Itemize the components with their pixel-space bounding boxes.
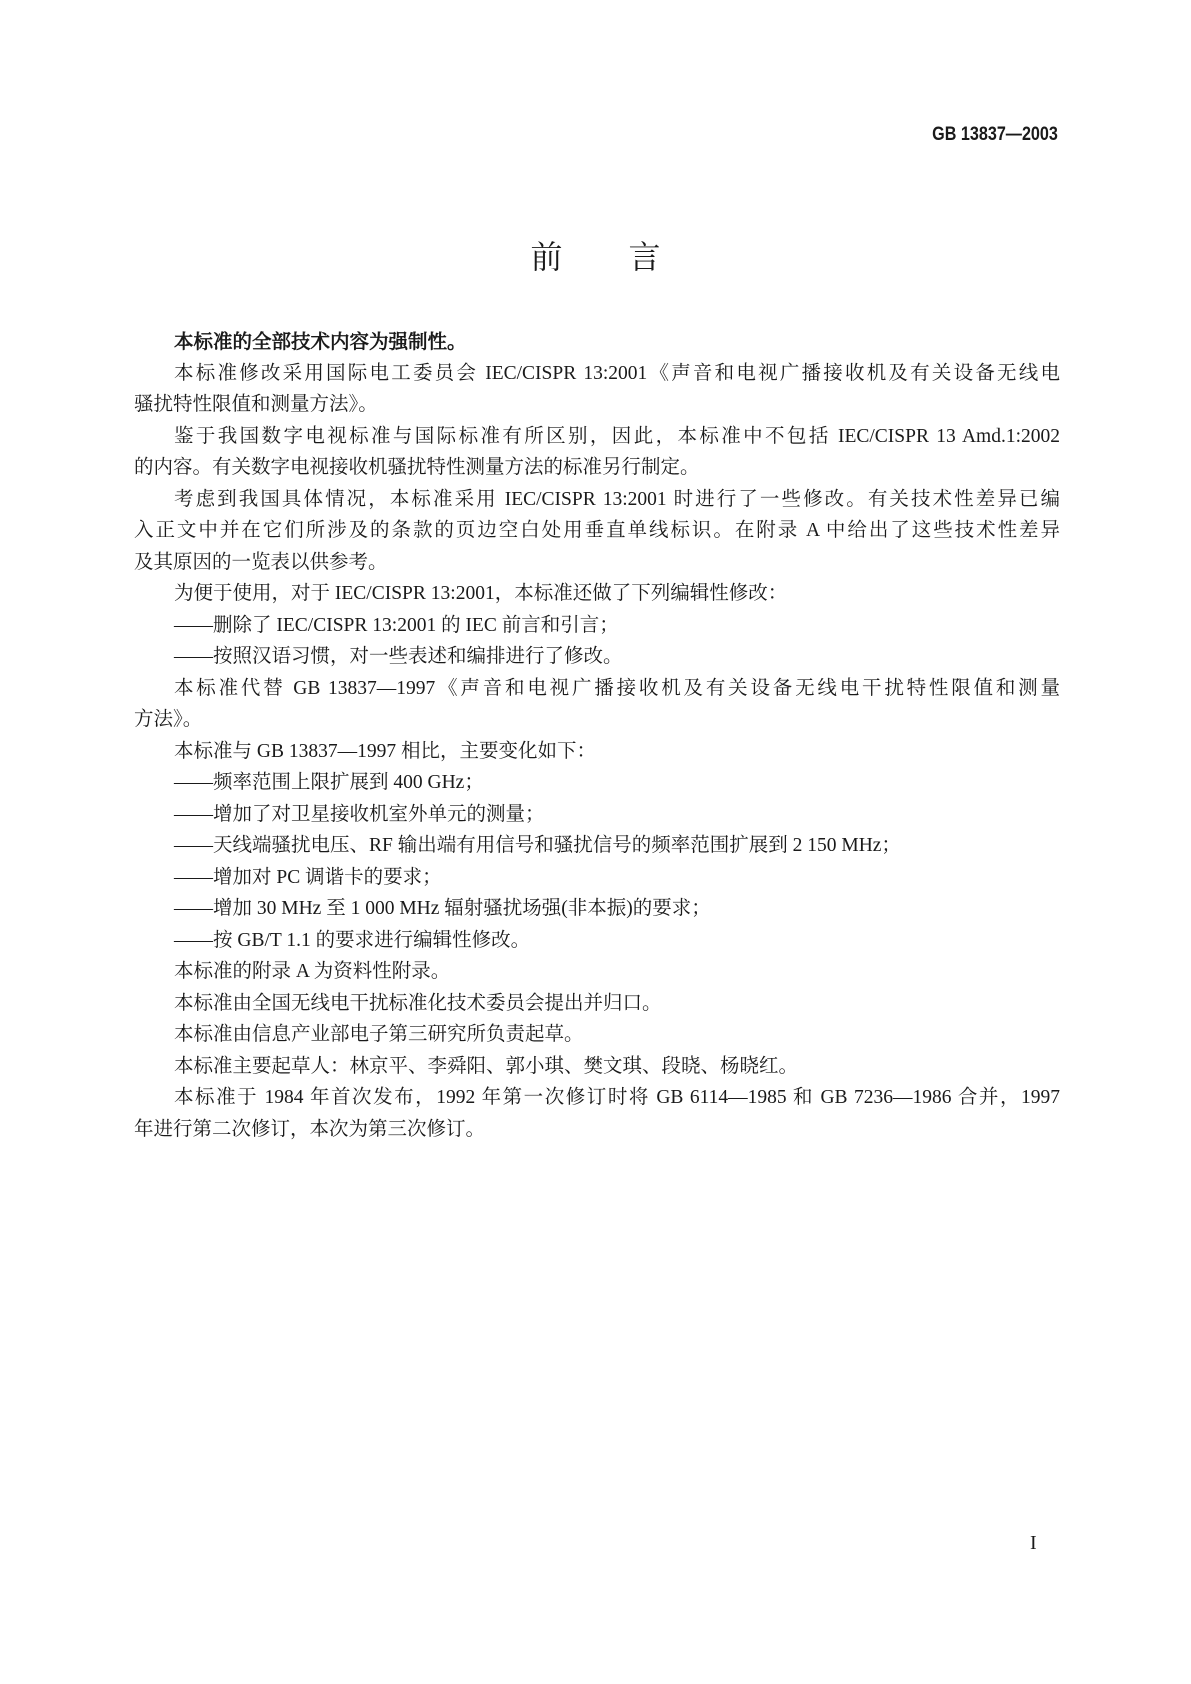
text-line: ——增加 30 MHz 至 1 000 MHz 辐射骚扰场强(非本振)的要求；: [174, 898, 711, 919]
text-line: 本标准修改采用国际电工委员会 IEC/CISPR 13:2001《声音和电视广播接收机及有关设备无线电: [174, 362, 1060, 384]
text-line: ——按 GB/T 1.1 的要求进行编辑性修改。: [174, 929, 531, 951]
paragraph: [134, 893, 1060, 925]
text-line: 本标准由信息产业部电子第三研究所负责起草。: [174, 1024, 584, 1045]
paragraph: [134, 641, 1060, 673]
paragraph: [134, 799, 1060, 831]
paragraph: [134, 830, 1060, 862]
paragraph: [134, 358, 1060, 421]
text-line: 本标准与 GB 13837—1997 相比，主要变化如下：: [174, 740, 596, 762]
paragraph: [134, 925, 1060, 957]
text-line: 考虑到我国具体情况，本标准采用 IEC/CISPR 13:2001 时进行了一些修改。有关技术性差异已编: [174, 488, 1060, 510]
text-line: 及其原因的一览表以供参考。: [134, 551, 388, 573]
text-line: 本标准的附录 A 为资料性附录。: [174, 961, 451, 982]
text-line: 本标准代替 GB 13837—1997《声音和电视广播接收机及有关设备无线电干扰特性限值和测量: [174, 677, 1060, 699]
paragraph: [134, 578, 1060, 610]
paragraph: [134, 1082, 1060, 1145]
text-line: 本标准由全国无线电干扰标准化技术委员会提出并归口。: [174, 992, 662, 1014]
title-char-2: 言: [628, 238, 661, 276]
text-line: 本标准主要起草人：林京平、李舜阳、郭小琪、樊文琪、段晓、杨晓红。: [174, 1055, 799, 1077]
paragraph: [134, 673, 1060, 736]
foreword-body: [134, 326, 1060, 1145]
paragraph: [134, 421, 1060, 484]
page-number: I: [1030, 1532, 1037, 1554]
text-line: 本标准的全部技术内容为强制性。: [174, 330, 467, 353]
text-line: ——按照汉语习惯，对一些表述和编排进行了修改。: [174, 646, 623, 667]
text-line: 鉴于我国数字电视标准与国际标准有所区别，因此，本标准中不包括 IEC/CISPR 13 Amd.1:2002: [174, 425, 1060, 447]
paragraph: [134, 862, 1060, 894]
text-line: ——增加对 PC 调谐卡的要求；: [174, 866, 442, 888]
text-line: ——天线端骚扰电压、RF 输出端有用信号和骚扰信号的频率范围扩展到 2 150 MHz；: [174, 835, 901, 856]
paragraph: [134, 956, 1060, 988]
paragraph: [134, 1019, 1060, 1051]
text-line: 本标准于 1984 年首次发布，1992 年第一次修订时将 GB 6114—1985 和 GB 7236—1986 合并，1997: [174, 1087, 1060, 1108]
text-line: 骚扰特性限值和测量方法》。: [134, 394, 378, 415]
title-char-1: 前: [530, 238, 563, 276]
text-line: ——频率范围上限扩展到 400 GHz；: [174, 772, 484, 793]
text-line: ——删除了 IEC/CISPR 13:2001 的 IEC 前言和引言；: [174, 614, 619, 636]
paragraph: [134, 484, 1060, 579]
paragraph: [134, 326, 1060, 358]
standard-number: GB 13837—2003: [932, 124, 1058, 145]
paragraph: [134, 736, 1060, 768]
text-line: 的内容。有关数字电视接收机骚扰特性测量方法的标准另行制定。: [134, 457, 700, 478]
text-line: 为便于使用，对于 IEC/CISPR 13:2001，本标准还做了下列编辑性修改：: [174, 583, 788, 604]
paragraph: [134, 1051, 1060, 1083]
text-line: 入正文中并在它们所涉及的条款的页边空白处用垂直单线标识。在附录 A 中给出了这些技术性差异: [134, 520, 1060, 541]
text-line: 方法》。: [134, 709, 203, 730]
paragraph: [134, 610, 1060, 642]
text-line: ——增加了对卫星接收机室外单元的测量；: [174, 803, 545, 825]
page-title: [0, 232, 1191, 278]
paragraph: [134, 767, 1060, 799]
text-line: 年进行第二次修订，本次为第三次修订。: [134, 1118, 486, 1140]
paragraph: [134, 988, 1060, 1020]
